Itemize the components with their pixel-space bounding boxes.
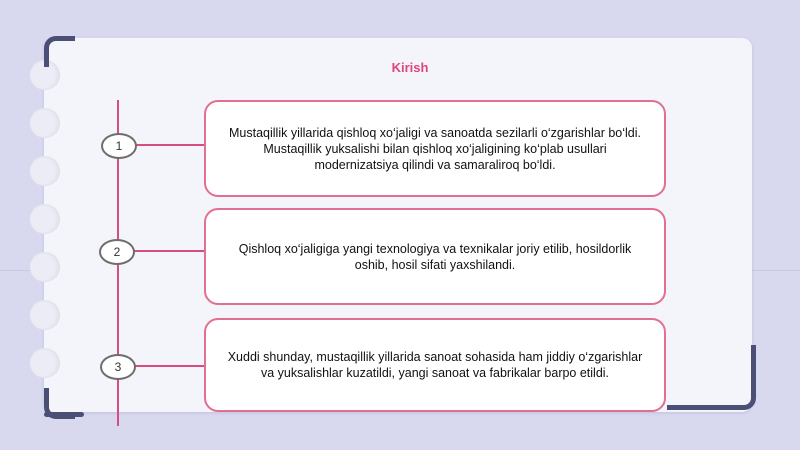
connector-line [134, 144, 204, 146]
frame-bar-bottom-left [44, 412, 84, 417]
step-text: Qishloq xo‘jaligiga yangi texnologiya va texnikalar joriy etilib, hosildorlik oshib, hosil sifati yaxshilandi. [238, 241, 632, 272]
step-number-circle: 2 [99, 239, 135, 265]
binding-hole [30, 300, 60, 330]
binding-hole [30, 204, 60, 234]
notebook-binding [30, 60, 60, 380]
slide-title: Kirish [391, 60, 429, 75]
binding-hole [30, 252, 60, 282]
frame-corner-bottom-right [667, 345, 756, 410]
binding-hole [30, 348, 60, 378]
step-box [204, 318, 666, 412]
step-text: Xuddi shunday, mustaqillik yillarida sanoat sohasida ham jiddiy o‘zgarishlar va yuksalishlar kuzatildi, yangi sanoat va fabrikalar barpo etildi. [227, 350, 643, 380]
step-number-circle: 3 [100, 354, 136, 380]
step-box [204, 208, 666, 305]
frame-corner-top-left [44, 36, 75, 67]
step-box [204, 100, 666, 197]
binding-hole [30, 156, 60, 186]
binding-hole [30, 108, 60, 138]
step-text: Mustaqillik yillarida qishloq xo‘jaligi va sanoatda sezilarli o‘zgarishlar bo‘ldi. Mustaqillik yuksalishi bilan qishloq xo‘jaligining ko‘plab usullari modernizatsiya qilindi va samaraliroq bo‘ldi. [229, 125, 641, 172]
connector-line [134, 365, 204, 367]
connector-line [134, 250, 204, 252]
background-line-right [752, 270, 800, 271]
step-number-circle: 1 [101, 133, 137, 159]
